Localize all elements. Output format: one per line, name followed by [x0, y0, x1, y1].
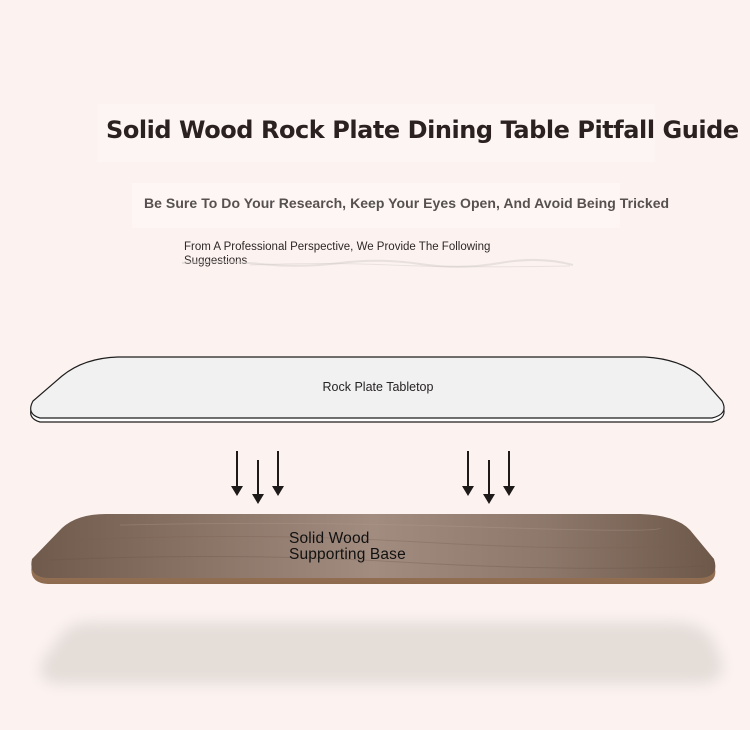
- down-arrow-icon: [462, 451, 474, 496]
- base-label: [289, 531, 459, 562]
- floor-shadow: [41, 622, 723, 684]
- down-arrow-icon-group-left: [231, 451, 284, 504]
- down-arrow-icon: [483, 460, 495, 504]
- tabletop-label: Rock Plate Tabletop: [322, 380, 434, 394]
- down-arrow-icon: [231, 451, 243, 496]
- base-label-line2: Supporting Base: [289, 545, 406, 563]
- down-arrow-icon: [272, 451, 284, 496]
- down-arrow-icon: [503, 451, 515, 496]
- down-arrow-icon: [252, 460, 264, 504]
- page-title: Solid Wood Rock Plate Dining Table Pitfall Guide: [106, 116, 739, 144]
- base-label-line1: Solid Wood: [289, 530, 370, 547]
- down-arrow-icon-group-right: [462, 451, 515, 504]
- intro-note: From A Professional Perspective, We Provide The Following Suggestions: [184, 241, 491, 267]
- page-subtitle: Be Sure To Do Your Research, Keep Your Eyes Open, And Avoid Being Tricked: [144, 195, 670, 211]
